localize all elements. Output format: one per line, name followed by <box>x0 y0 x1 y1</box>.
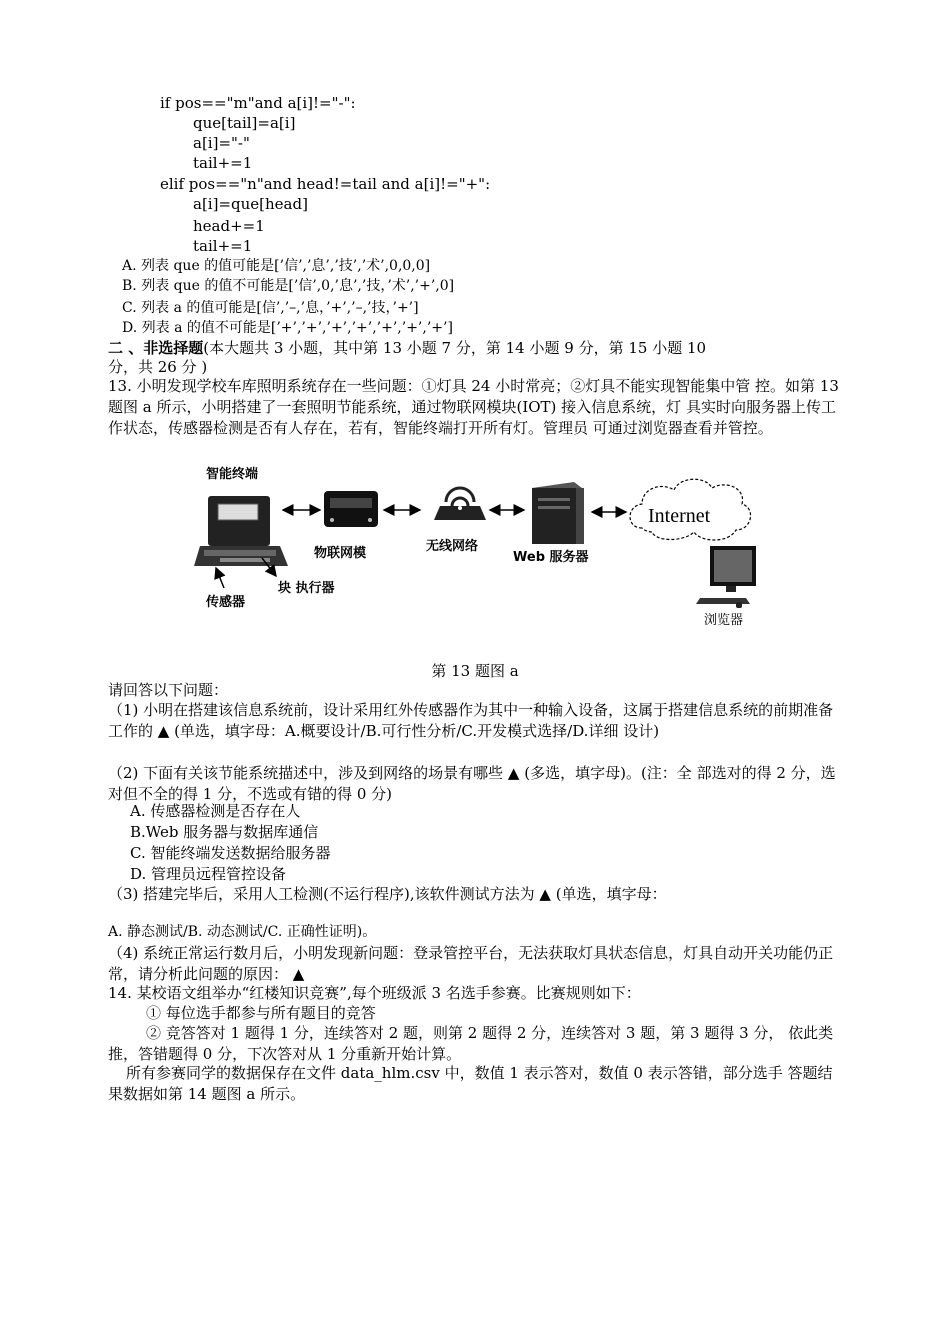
diagram-svg <box>190 458 770 638</box>
q13-part3-options: A. 静态测试/B. 动态测试/C. 正确性证明)。 <box>108 924 377 940</box>
section-desc: (本大题共 3 小题，其中第 13 小题 7 分，第 14 小题 9 分，第 15 小题 10 <box>203 339 707 357</box>
option-c: C. 列表 a 的值可能是[信’,’–,’息，’+’,’–,’技，’+’] <box>122 300 419 316</box>
code-line: que[tail]=a[i] <box>193 114 296 132</box>
code-line-if: if pos=="m"and a[i]!="-": <box>160 94 356 112</box>
q13-prompt: 请回答以下问题： <box>108 681 229 699</box>
code-line: tail+=1 <box>193 237 253 255</box>
q14-intro: 14. 某校语文组举办“红楼知识竞赛”,每个班级派 3 名选手参赛。比赛规则如下： <box>108 984 641 1002</box>
wireless-icon <box>434 488 486 520</box>
q13-part3: （3) 搭建完毕后，采用人工检测(不运行程序),该软件测试方法为 ▲ (单选，填字母： <box>108 885 667 903</box>
option-d: D. 列表 a 的值不可能是[’+’,’+’,’+’,’+’,’+’,’+’,’+’] <box>122 320 453 336</box>
code-line: tail+=1 <box>193 154 253 172</box>
network-diagram <box>190 458 770 638</box>
code-line: a[i]=que[head] <box>193 195 308 213</box>
code-line-elif: elif pos=="n"and head!=tail and a[i]!="+": <box>160 175 491 193</box>
section-title: 二 、非选择题 <box>108 339 204 357</box>
label-terminal: 智能终端 <box>206 467 259 482</box>
code-line: head+=1 <box>193 217 265 235</box>
q13-part4: （4) 系统正常运行数月后，小明发现新问题：登录管控平台，无法获取灯具状态信息，灯具自动开关功能仍正常，请分析此问题的原因： ▲ <box>108 944 834 983</box>
label-web: Web 服务器 <box>513 550 589 565</box>
code-line: a[i]="-" <box>193 134 250 152</box>
label-browser: 浏览器 <box>704 613 744 628</box>
q13-intro: 13. 小明发现学校车库照明系统存在一些问题：①灯具 24 小时常亮；②灯具不能实现智能集中管 控。如第 13 题图 a 所示，小明搭建了一套照明节能系统，通过物联网模块(IOT) 接入信息系统，灯 具实时向服务器上传工作状态，传感器检测是否有人存在，若有，智能终端打开所有灯。管理员 可通过浏览器查看并管控。 <box>108 377 839 437</box>
option-a: A. 列表 que 的值可能是[’信’,’息’,’技’,’术’,0,0,0] <box>122 258 431 274</box>
q13-part1: （1) 小明在搭建该信息系统前，设计采用红外传感器作为其中一种输入设备，这属于搭建信息系统的前期准备工作的 ▲ (单选，填字母：A.概要设计/B.可行性分析/C.开发模式选择/D.详细 设计) <box>108 701 834 740</box>
label-actuator: 块 执行器 <box>278 581 335 596</box>
q14-rule1: ① 每位选手都参与所有题目的竞答 <box>146 1004 376 1022</box>
q14-data: 所有参赛同学的数据保存在文件 data_hlm.csv 中，数值 1 表示答对，数值 0 表示答错，部分选手 答题结果数据如第 14 题图 a 所示。 <box>108 1064 833 1103</box>
label-internet: Internet <box>648 505 711 527</box>
q13-part2-option-b: B.Web 服务器与数据库通信 <box>130 823 319 841</box>
q14-rule2: ② 竞答答对 1 题得 1 分，连续答对 2 题，则第 2 题得 2 分，连续答对 3 题，第 3 题得 3 分， 依此类推，答错题得 0 分，下次答对从 1 分重新开始计算。 <box>108 1024 834 1063</box>
q13-part2: （2) 下面有关该节能系统描述中，涉及到网络的场景有哪些 ▲ (多选，填字母)。(注：全 部选对的得 2 分，选对但不全的得 1 分，不选或有错的得 0 分) <box>108 764 836 803</box>
q13-part2-option-d: D. 管理员远程管控设备 <box>130 865 287 883</box>
label-wireless: 无线网络 <box>426 539 479 554</box>
label-iot: 物联网模 <box>314 546 367 561</box>
q13-part2-option-c: C. 智能终端发送数据给服务器 <box>130 844 331 862</box>
section-desc-cont: 分，共 26 分 ) <box>108 358 208 376</box>
browser-pc-icon <box>696 546 756 608</box>
figure-caption: 第 13 题图 a <box>431 662 519 680</box>
label-sensor: 传感器 <box>206 595 246 610</box>
option-b: B. 列表 que 的值不可能是[’信’,0,’息’,’技，’术’,’+’,0] <box>122 278 455 294</box>
server-icon <box>532 482 584 544</box>
section-heading <box>108 338 706 358</box>
iot-module <box>324 491 378 527</box>
q13-part2-option-a: A. 传感器检测是否存在人 <box>130 802 301 820</box>
terminal-device <box>194 496 288 566</box>
